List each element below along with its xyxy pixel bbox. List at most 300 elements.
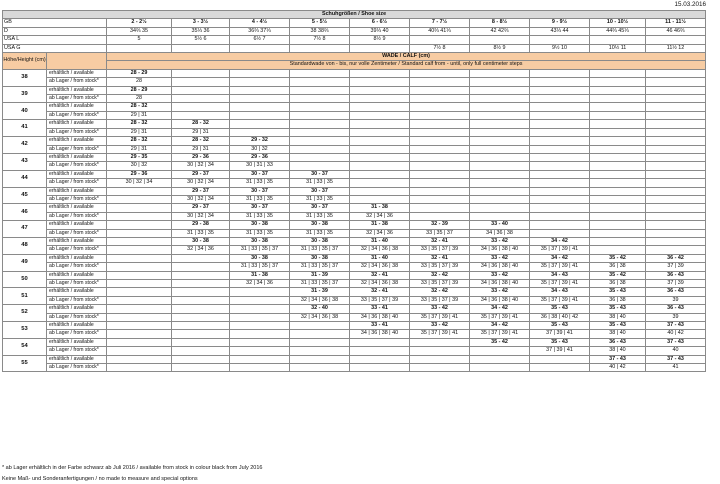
calf-range-cell: [590, 137, 646, 145]
table-row: [3, 78, 706, 86]
calf-range-cell: 37 - 43: [646, 355, 706, 363]
calf-range-cell: [230, 305, 290, 313]
stock-cell: 34 | 36 | 38 | 40: [470, 263, 530, 271]
table-row: [3, 111, 706, 119]
stock-cell: 32 | 34 | 36 | 38: [290, 313, 350, 321]
size-cell: 7½ 8: [290, 36, 350, 44]
height-value: 40: [3, 103, 47, 120]
stock-cell: 41: [646, 364, 706, 372]
stock-cell: 39: [646, 296, 706, 304]
stock-cell: 30 | 32 | 34: [172, 162, 230, 170]
stock-cell: [530, 229, 590, 237]
calf-range-cell: 37 - 43: [646, 322, 706, 330]
stock-cell: [350, 95, 410, 103]
stock-cell: [470, 347, 530, 355]
table-row: [3, 212, 706, 220]
size-cell: [646, 36, 706, 44]
calf-range-cell: [107, 204, 172, 212]
size-cell: 38 38⅔: [290, 27, 350, 35]
height-value: 49: [3, 254, 47, 271]
stock-cell: [107, 246, 172, 254]
stock-cell: 36 | 38 | 40 | 42: [530, 313, 590, 321]
row-label-stock: ab Lager / from stock*: [47, 364, 107, 372]
calf-range-cell: [290, 153, 350, 161]
wade-header-blank: [47, 53, 107, 70]
wade-subtitle-row: [3, 61, 706, 69]
stock-cell: [590, 162, 646, 170]
stock-cell: [290, 162, 350, 170]
stock-cell: [410, 78, 470, 86]
stock-cell: [590, 212, 646, 220]
table-row: [3, 145, 706, 153]
size-cell: 36⅔ 37⅓: [230, 27, 290, 35]
calf-range-cell: 28 - 29: [107, 69, 172, 77]
calf-range-cell: [172, 254, 230, 262]
table-row: [3, 162, 706, 170]
row-label-available: erhältlich / available: [47, 338, 107, 346]
row-label-available: erhältlich / available: [47, 237, 107, 245]
calf-range-cell: [290, 322, 350, 330]
size-cell: 40⅔ 41⅓: [410, 27, 470, 35]
stock-cell: [230, 347, 290, 355]
table-row: [3, 69, 706, 77]
stock-cell: 35 | 37 | 39 | 41: [410, 313, 470, 321]
calf-range-cell: 35 - 42: [590, 271, 646, 279]
calf-range-cell: [290, 355, 350, 363]
calf-range-cell: 31 - 38: [350, 204, 410, 212]
row-label-stock: ab Lager / from stock*: [47, 296, 107, 304]
stock-cell: 34 | 36 | 38 | 40: [470, 280, 530, 288]
calf-range-cell: [590, 153, 646, 161]
stock-cell: 33 | 35 | 37: [410, 229, 470, 237]
calf-range-cell: 32 - 42: [410, 288, 470, 296]
stock-cell: 31 | 33 | 35: [290, 229, 350, 237]
calf-range-cell: [646, 204, 706, 212]
calf-range-cell: [646, 137, 706, 145]
calf-range-cell: [646, 69, 706, 77]
calf-range-cell: [410, 355, 470, 363]
stock-cell: 29 | 31: [107, 111, 172, 119]
size-cell: 34⅔ 35: [107, 27, 172, 35]
size-cell: 44⅔ 45⅓: [590, 27, 646, 35]
calf-range-cell: [230, 322, 290, 330]
stock-cell: [172, 330, 230, 338]
size-cell: [290, 44, 350, 52]
row-label-available: erhältlich / available: [47, 305, 107, 313]
calf-range-cell: 30 - 38: [290, 237, 350, 245]
size-cell: 5½ 6: [172, 36, 230, 44]
stock-cell: 39: [646, 313, 706, 321]
stock-cell: 34 | 36 | 38 | 40: [350, 330, 410, 338]
stock-cell: 29 | 31: [107, 145, 172, 153]
calf-range-cell: [470, 170, 530, 178]
calf-range-cell: [646, 153, 706, 161]
calf-range-cell: [107, 221, 172, 229]
calf-range-cell: [530, 153, 590, 161]
calf-range-cell: [410, 69, 470, 77]
date-label: 15.03.2016: [674, 1, 706, 8]
height-value: 48: [3, 237, 47, 254]
table-row: [3, 229, 706, 237]
stock-cell: 35 | 37 | 39 | 41: [530, 246, 590, 254]
height-value: 41: [3, 120, 47, 137]
row-label-available: erhältlich / available: [47, 120, 107, 128]
stock-cell: [107, 229, 172, 237]
calf-range-cell: 31 - 40: [350, 237, 410, 245]
stock-cell: [290, 128, 350, 136]
calf-range-cell: 31 - 39: [290, 288, 350, 296]
height-value: 46: [3, 204, 47, 221]
table-row: [3, 355, 706, 363]
calf-range-cell: 36 - 43: [646, 305, 706, 313]
calf-range-cell: 34 - 43: [530, 288, 590, 296]
calf-range-cell: 32 - 39: [410, 221, 470, 229]
stock-cell: [530, 111, 590, 119]
calf-range-cell: 30 - 38: [230, 254, 290, 262]
calf-range-cell: 35 - 42: [470, 338, 530, 346]
calf-range-cell: [410, 103, 470, 111]
stock-cell: [410, 364, 470, 372]
size-row: [3, 36, 706, 44]
calf-range-cell: [230, 338, 290, 346]
calf-range-cell: 30 - 38: [290, 254, 350, 262]
stock-cell: [470, 162, 530, 170]
calf-range-cell: [230, 103, 290, 111]
calf-range-cell: [590, 120, 646, 128]
calf-range-cell: [107, 237, 172, 245]
size-cell: 8 - 8½: [470, 19, 530, 27]
height-header: Höhe/Height (cm): [3, 53, 47, 70]
stock-cell: [530, 128, 590, 136]
table-row: [3, 153, 706, 161]
calf-range-cell: [470, 69, 530, 77]
calf-range-cell: [590, 237, 646, 245]
calf-range-cell: 30 - 37: [230, 187, 290, 195]
stock-cell: 30 | 32: [107, 162, 172, 170]
stock-cell: [530, 78, 590, 86]
calf-range-cell: 35 - 43: [530, 305, 590, 313]
calf-range-cell: 29 - 36: [230, 153, 290, 161]
height-value: 42: [3, 137, 47, 154]
calf-range-cell: 28 - 32: [107, 103, 172, 111]
calf-range-cell: [230, 288, 290, 296]
calf-range-cell: 33 - 42: [410, 305, 470, 313]
size-system-label: GB: [3, 19, 107, 27]
size-cell: 4 - 4½: [230, 19, 290, 27]
stock-cell: 40 | 42: [590, 364, 646, 372]
stock-cell: [230, 313, 290, 321]
height-value: 51: [3, 288, 47, 305]
calf-range-cell: [172, 305, 230, 313]
stock-cell: [172, 263, 230, 271]
calf-range-cell: 31 - 40: [350, 254, 410, 262]
size-cell: 10½ 11: [590, 44, 646, 52]
stock-cell: 30 | 32 | 34: [172, 179, 230, 187]
calf-range-cell: 30 - 38: [172, 237, 230, 245]
calf-range-cell: 32 - 41: [350, 288, 410, 296]
stock-cell: [590, 145, 646, 153]
calf-range-cell: 29 - 36: [172, 153, 230, 161]
row-label-stock: ab Lager / from stock*: [47, 78, 107, 86]
calf-range-cell: 34 - 42: [470, 305, 530, 313]
stock-cell: [172, 95, 230, 103]
height-value: 50: [3, 271, 47, 288]
stock-cell: [590, 128, 646, 136]
stock-cell: [470, 145, 530, 153]
stock-cell: [172, 296, 230, 304]
calf-range-cell: [410, 86, 470, 94]
stock-cell: [410, 111, 470, 119]
stock-cell: 31 | 33 | 35: [290, 195, 350, 203]
table-row: [3, 86, 706, 94]
calf-range-cell: 33 - 42: [470, 271, 530, 279]
calf-range-cell: 34 - 42: [530, 237, 590, 245]
calf-range-cell: 29 - 38: [172, 221, 230, 229]
calf-range-cell: [107, 322, 172, 330]
stock-cell: [410, 212, 470, 220]
row-label-stock: ab Lager / from stock*: [47, 111, 107, 119]
calf-range-cell: 36 - 42: [646, 254, 706, 262]
stock-cell: 31 | 33 | 35: [230, 212, 290, 220]
calf-range-cell: [350, 69, 410, 77]
table-row: [3, 137, 706, 145]
height-value: 39: [3, 86, 47, 103]
stock-cell: [172, 364, 230, 372]
size-system-label: USA L: [3, 36, 107, 44]
calf-range-cell: 35 - 43: [590, 322, 646, 330]
stock-cell: [646, 195, 706, 203]
stock-cell: [530, 212, 590, 220]
calf-range-cell: [646, 103, 706, 111]
size-cell: 11½ 12: [646, 44, 706, 52]
calf-range-cell: [530, 120, 590, 128]
calf-range-cell: [172, 355, 230, 363]
calf-range-cell: 32 - 41: [410, 254, 470, 262]
stock-cell: [350, 78, 410, 86]
calf-range-cell: [410, 204, 470, 212]
stock-cell: [290, 347, 350, 355]
wade-subtitle: Standardwade von - bis, nur volle Zentimeter / Standard calf from - until, only full centimeter steps: [107, 61, 706, 69]
calf-range-cell: 36 - 43: [646, 288, 706, 296]
footnote-stock: * ab Lager erhältlich in der Farbe schwarz ab Juli 2016 / available from stock in colour black from July 2016: [2, 465, 263, 471]
calf-range-cell: 35 - 43: [590, 288, 646, 296]
calf-range-cell: 33 - 42: [470, 237, 530, 245]
size-cell: [590, 36, 646, 44]
calf-range-cell: [107, 288, 172, 296]
calf-range-cell: 28 - 32: [107, 137, 172, 145]
calf-range-cell: 30 - 38: [230, 237, 290, 245]
stock-cell: [290, 95, 350, 103]
stock-cell: 31 | 33 | 35 | 37: [230, 246, 290, 254]
calf-range-cell: [530, 86, 590, 94]
calf-range-cell: 30 - 38: [230, 221, 290, 229]
calf-range-cell: [646, 221, 706, 229]
calf-range-cell: [410, 137, 470, 145]
stock-cell: 30 | 31 | 33: [230, 162, 290, 170]
calf-range-cell: [530, 103, 590, 111]
table-row: [3, 254, 706, 262]
stock-cell: [290, 330, 350, 338]
table-row: [3, 322, 706, 330]
stock-cell: [350, 364, 410, 372]
stock-cell: 38 | 40: [590, 330, 646, 338]
stock-cell: 40: [646, 347, 706, 355]
calf-range-cell: [410, 170, 470, 178]
calf-range-cell: 30 - 37: [290, 204, 350, 212]
stock-cell: [470, 195, 530, 203]
stock-cell: 31 | 33 | 35: [290, 212, 350, 220]
stock-cell: 31 | 33 | 35 | 37: [290, 263, 350, 271]
size-cell: [470, 36, 530, 44]
stock-cell: 31 | 33 | 35 | 37: [230, 263, 290, 271]
stock-cell: 30 | 32 | 34: [172, 195, 230, 203]
stock-cell: [410, 162, 470, 170]
row-label-available: erhältlich / available: [47, 153, 107, 161]
height-value: 43: [3, 153, 47, 170]
stock-cell: [172, 347, 230, 355]
calf-range-cell: 32 - 42: [410, 271, 470, 279]
calf-range-cell: 29 - 36: [107, 170, 172, 178]
stock-cell: 35 | 37 | 39 | 41: [470, 330, 530, 338]
row-label-stock: ab Lager / from stock*: [47, 330, 107, 338]
calf-range-cell: 29 - 37: [172, 187, 230, 195]
stock-cell: 33 | 35 | 37 | 39: [410, 296, 470, 304]
calf-range-cell: 28 - 32: [172, 137, 230, 145]
stock-cell: [350, 111, 410, 119]
row-label-stock: ab Lager / from stock*: [47, 280, 107, 288]
stock-cell: [590, 195, 646, 203]
calf-range-cell: [172, 288, 230, 296]
calf-range-cell: [590, 103, 646, 111]
calf-range-cell: 33 - 40: [470, 221, 530, 229]
table-row: [3, 179, 706, 187]
calf-range-cell: [230, 120, 290, 128]
stock-cell: 31 | 33 | 35: [230, 229, 290, 237]
row-label-stock: ab Lager / from stock*: [47, 162, 107, 170]
stock-cell: [470, 364, 530, 372]
stock-cell: [470, 111, 530, 119]
stock-cell: 31 | 33 | 35 | 37: [290, 280, 350, 288]
stock-cell: [107, 364, 172, 372]
stock-cell: [646, 78, 706, 86]
size-cell: [107, 44, 172, 52]
size-cell: 10 - 10½: [590, 19, 646, 27]
stock-cell: 37 | 39 | 41: [530, 330, 590, 338]
stock-cell: [646, 246, 706, 254]
stock-cell: 38 | 40: [590, 347, 646, 355]
calf-range-cell: [107, 305, 172, 313]
table-row: [3, 170, 706, 178]
calf-range-cell: [470, 103, 530, 111]
stock-cell: 28: [107, 78, 172, 86]
calf-range-cell: [590, 221, 646, 229]
calf-range-cell: [410, 153, 470, 161]
calf-range-cell: [590, 69, 646, 77]
stock-cell: 29 | 31: [172, 128, 230, 136]
calf-range-cell: [350, 153, 410, 161]
stock-cell: 35 | 37 | 39 | 41: [410, 330, 470, 338]
stock-cell: [590, 229, 646, 237]
stock-cell: [290, 111, 350, 119]
table-row: [3, 330, 706, 338]
table-row: [3, 364, 706, 372]
stock-cell: 35 | 37 | 39 | 41: [470, 313, 530, 321]
stock-cell: 32 | 34 | 36: [350, 229, 410, 237]
stock-cell: [410, 128, 470, 136]
stock-cell: [172, 78, 230, 86]
stock-cell: [350, 179, 410, 187]
table-row: [3, 128, 706, 136]
calf-range-cell: [350, 170, 410, 178]
size-cell: 11 - 11½: [646, 19, 706, 27]
stock-cell: 35 | 37 | 39 | 41: [530, 263, 590, 271]
height-value: 54: [3, 338, 47, 355]
size-cell: 7½ 8: [410, 44, 470, 52]
height-value: 47: [3, 221, 47, 238]
calf-range-cell: [107, 338, 172, 346]
stock-cell: [107, 263, 172, 271]
calf-range-cell: [172, 86, 230, 94]
stock-cell: 34 | 36 | 38 | 40: [470, 246, 530, 254]
calf-range-cell: 36 - 43: [590, 338, 646, 346]
row-label-stock: ab Lager / from stock*: [47, 128, 107, 136]
stock-cell: [590, 78, 646, 86]
stock-cell: [107, 195, 172, 203]
calf-range-cell: [107, 187, 172, 195]
calf-range-cell: [530, 69, 590, 77]
row-label-available: erhältlich / available: [47, 187, 107, 195]
stock-cell: [172, 280, 230, 288]
calf-range-cell: 37 - 43: [590, 355, 646, 363]
size-cell: 5: [107, 36, 172, 44]
stock-cell: [107, 347, 172, 355]
row-label-stock: ab Lager / from stock*: [47, 313, 107, 321]
size-cell: 43⅓ 44: [530, 27, 590, 35]
calf-range-cell: 33 - 42: [470, 288, 530, 296]
table-row: [3, 103, 706, 111]
calf-range-cell: [470, 187, 530, 195]
calf-range-cell: [172, 271, 230, 279]
table-row: [3, 221, 706, 229]
stock-cell: [290, 364, 350, 372]
calf-range-cell: [530, 187, 590, 195]
row-label-stock: ab Lager / from stock*: [47, 263, 107, 271]
calf-range-cell: 35 - 42: [590, 254, 646, 262]
calf-range-cell: 35 - 43: [530, 338, 590, 346]
row-label-available: erhältlich / available: [47, 221, 107, 229]
row-label-stock: ab Lager / from stock*: [47, 212, 107, 220]
wade-title-row: [3, 53, 706, 61]
calf-range-cell: 32 - 41: [410, 237, 470, 245]
stock-cell: 38 | 40: [590, 313, 646, 321]
wade-title: WADE / CALF (cm): [107, 53, 706, 61]
stock-cell: [530, 162, 590, 170]
size-system-label: USA G: [3, 44, 107, 52]
stock-cell: [530, 195, 590, 203]
size-cell: 7 - 7½: [410, 19, 470, 27]
calf-range-cell: [107, 271, 172, 279]
stock-cell: 31 | 33 | 35: [290, 179, 350, 187]
size-cell: [530, 36, 590, 44]
calf-range-cell: [470, 120, 530, 128]
calf-range-cell: 32 - 41: [350, 271, 410, 279]
calf-range-cell: 28 - 32: [172, 120, 230, 128]
stock-cell: [107, 313, 172, 321]
calf-range-cell: 30 - 37: [290, 170, 350, 178]
stock-cell: 33 | 35 | 37 | 39: [350, 296, 410, 304]
stock-cell: [290, 78, 350, 86]
calf-range-cell: 28 - 29: [107, 86, 172, 94]
